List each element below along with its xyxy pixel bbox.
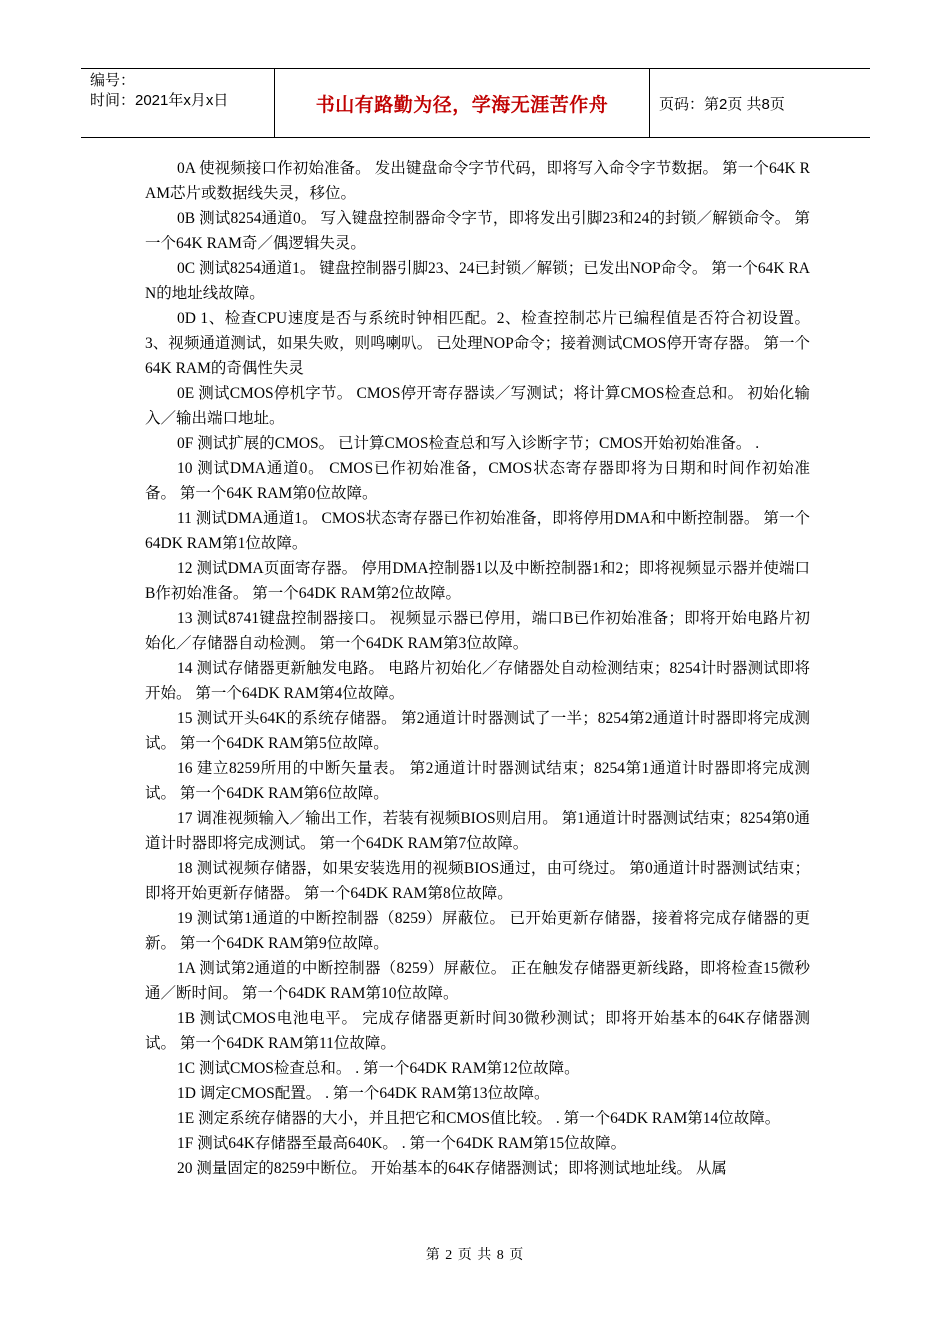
body-paragraph: 1F 测试64K存储器至最高640K。 . 第一个64DK RAM第15位故障。 — [177, 1135, 627, 1152]
body-paragraph: 0B 测试8254通道0。 写入键盘控制器命令字节，即将发出引脚23和24的封锁／解锁命令。 第一个64K RAM奇／偶逻辑失灵。 — [145, 210, 810, 252]
header-page-info: 页码：第2页 共8页 — [659, 95, 785, 113]
page-header — [81, 68, 870, 138]
page-footer: 第 2 页 共 8 页 — [425, 1248, 525, 1263]
body-paragraph: 14 测试存储器更新触发电路。 电路片初始化／存储器处自动检测结束；8254计时器测试即将开始。 第一个64DK RAM第4位故障。 — [145, 660, 810, 702]
body-paragraph: 18 测试视频存储器，如果安装选用的视频BIOS通过，由可绕过。 第0通道计时器测试结束；即将开始更新存储器。 第一个64DK RAM第8位故障。 — [145, 860, 810, 902]
body-paragraph: 0E 测试CMOS停机字节。 CMOS停开寄存器读／写测试；将计算CMOS检查总和。 初始化输入／输出端口地址。 — [145, 385, 810, 427]
body-paragraph: 10 测试DMA通道0。 CMOS已作初始准备，CMOS状态寄存器即将为日期和时间作初始准备。 第一个64K RAM第0位故障。 — [145, 460, 810, 502]
header-motto: 书山有路勤为径，学海无涯苦作舟 — [275, 69, 650, 137]
body-paragraph: 1C 测试CMOS检查总和。 . 第一个64DK RAM第12位故障。 — [177, 1060, 580, 1077]
body-paragraph: 0C 测试8254通道1。 键盘控制器引脚23、24已封锁／解锁；已发出NOP命令。 第一个64K RAN的地址线故障。 — [145, 260, 810, 302]
document-body — [145, 156, 810, 1181]
body-paragraph: 0A 使视频接口作初始准备。 发出键盘命令字节代码，即将写入命令字节数据。 第一个64K RAM芯片或数据线失灵，移位。 — [145, 160, 810, 202]
body-paragraph: 1B 测试CMOS电池电平。 完成存储器更新时间30微秒测试；即将开始基本的64K存储器测试。 第一个64DK RAM第11位故障。 — [145, 1010, 810, 1052]
header-left-cell — [81, 69, 275, 137]
body-paragraph: 13 测试8741键盘控制器接口。 视频显示器已停用，端口B已作初始准备；即将开始电路片初始化／存储器自动检测。 第一个64DK RAM第3位故障。 — [145, 610, 810, 652]
body-paragraph: 15 测试开头64K的系统存储器。 第2通道计时器测试了一半；8254第2通道计时器即将完成测试。 第一个64DK RAM第5位故障。 — [145, 710, 810, 752]
body-paragraph: 12 测试DMA页面寄存器。 停用DMA控制器1以及中断控制器1和2；即将视频显示器并使端口B作初始准备。 第一个64DK RAM第2位故障。 — [145, 560, 810, 602]
body-paragraph: 17 调准视频输入／输出工作，若装有视频BIOS则启用。 第1通道计时器测试结束；8254第0通道计时器即将完成测试。 第一个64DK RAM第7位故障。 — [145, 810, 810, 852]
document-number-label: 编号： — [90, 72, 136, 89]
body-paragraph: 11 测试DMA通道1。 CMOS状态寄存器已作初始准备，即将停用DMA和中断控制器。 第一个64DK RAM第1位故障。 — [145, 510, 810, 552]
body-paragraph: 0F 测试扩展的CMOS。 已计算CMOS检查总和写入诊断字节；CMOS开始初始准备。 . — [177, 435, 760, 452]
body-paragraph: 0D 1、检查CPU速度是否与系统时钟相匹配。2、检查控制芯片已编程值是否符合初设置。3、视频通道测试，如果失败，则鸣喇叭。 已处理NOP命令；接着测试CMOS停开寄存器。 第一个64K RAM的奇偶性失灵 — [145, 310, 810, 377]
body-paragraph: 19 测试第1通道的中断控制器（8259）屏蔽位。 已开始更新存储器，接着将完成存储器的更新。 第一个64DK RAM第9位故障。 — [145, 910, 810, 952]
document-date: 时间：2021年x月x日 — [90, 92, 229, 109]
body-paragraph: 16 建立8259所用的中断矢量表。 第2通道计时器测试结束；8254第1通道计时器即将完成测试。 第一个64DK RAM第6位故障。 — [145, 760, 810, 802]
body-paragraph: 20 测量固定的8259中断位。 开始基本的64K存储器测试；即将测试地址线。 从属 — [177, 1160, 727, 1177]
body-paragraph: 1A 测试第2通道的中断控制器（8259）屏蔽位。 正在触发存储器更新线路，即将检查15微秒通／断时间。 第一个64DK RAM第10位故障。 — [145, 960, 810, 1002]
body-paragraph: 1D 调定CMOS配置。 . 第一个64DK RAM第13位故障。 — [177, 1085, 550, 1102]
body-paragraph: 1E 测定系统存储器的大小，并且把它和CMOS值比较。 . 第一个64DK RAM第14位故障。 — [177, 1110, 781, 1127]
